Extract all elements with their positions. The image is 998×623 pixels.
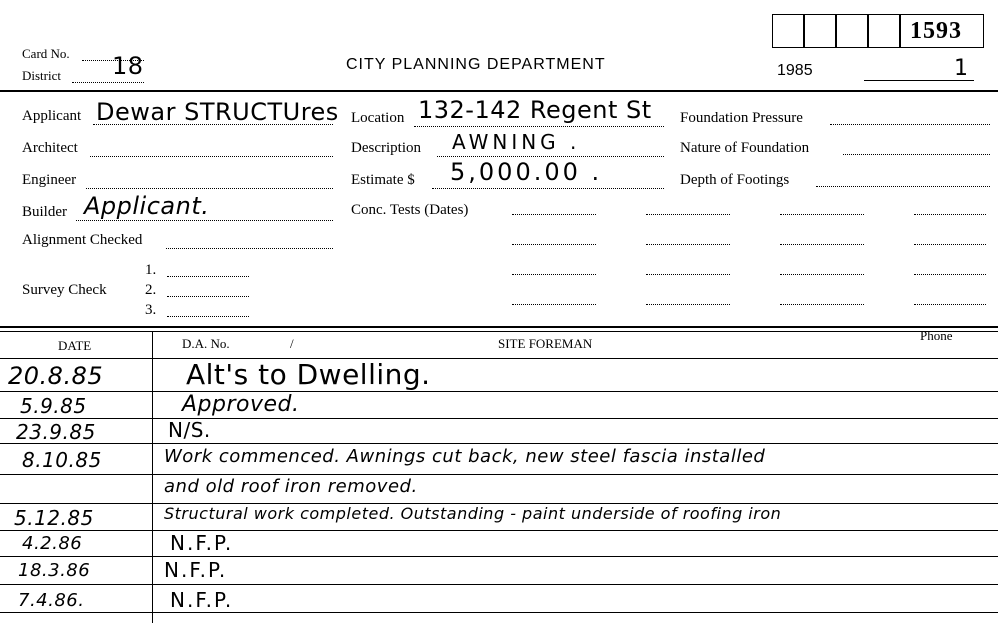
foundation-pressure-label: Foundation Pressure (680, 110, 803, 126)
da-header: D.A. No. (182, 336, 230, 351)
date-header: DATE (58, 338, 92, 353)
site-foreman-header: SITE FOREMAN (498, 336, 593, 351)
header-divider (0, 90, 998, 92)
survey-3: 3. (145, 302, 157, 318)
district-label: District (22, 68, 61, 83)
conc-tests-label: Conc. Tests (Dates) (351, 202, 469, 218)
location-value: 132-142 Regent St (418, 96, 652, 124)
row-entry: Work commenced. Awnings cut back, new steel fascia installed (164, 446, 766, 467)
row-entry: and old roof iron removed. (164, 476, 418, 497)
phone-header: Phone (920, 328, 953, 343)
row-entry: Approved. (182, 392, 300, 417)
applicant-value: Dewar STRUCTUres (96, 98, 339, 126)
table-top-rule-1 (0, 326, 998, 328)
row-date: 23.9.85 (16, 420, 96, 444)
table-top-rule-2 (0, 331, 998, 332)
department-title: CITY PLANNING DEPARTMENT (346, 56, 606, 73)
row-date: 7.4.86. (18, 590, 85, 611)
district-line (72, 82, 144, 83)
engineer-label: Engineer (22, 172, 77, 188)
row-date: 20.8.85 (8, 362, 104, 390)
year-suffix: 1 (954, 56, 969, 81)
applicant-label: Applicant (22, 108, 82, 124)
number-box-1 (772, 14, 804, 48)
builder-label: Builder (22, 204, 67, 220)
number-box-2 (804, 14, 836, 48)
row-entry: Structural work completed. Outstanding - paint underside of roofing iron (164, 504, 782, 523)
row-entry: N/S. (168, 418, 211, 442)
architect-label: Architect (22, 140, 78, 156)
card-no-label: Card No. (22, 46, 70, 61)
row-entry: N.F.P. (170, 588, 234, 612)
depth-of-footings-label: Depth of Footings (680, 172, 790, 188)
survey-1: 1. (145, 262, 157, 278)
nature-of-foundation-label: Nature of Foundation (680, 140, 810, 156)
survey-label: Survey Check (22, 282, 107, 298)
row-entry: Alt's to Dwelling. (186, 358, 431, 391)
description-label: Description (351, 140, 421, 156)
estimate-value: 5,000.00 . (450, 158, 603, 186)
number-box-3 (836, 14, 868, 48)
location-label: Location (351, 110, 405, 126)
row-date: 5.9.85 (20, 394, 87, 418)
year-line (864, 80, 974, 81)
district-value: 18 (112, 52, 144, 80)
card-number: 1593 (910, 18, 962, 44)
da-slash: / (290, 336, 294, 351)
year: 1985 (777, 62, 813, 79)
row-date: 5.12.85 (14, 506, 94, 530)
alignment-label: Alignment Checked (22, 232, 143, 248)
row-date: 4.2.86 (22, 533, 83, 554)
row-date: 8.10.85 (22, 448, 102, 472)
description-value: AWNING . (452, 130, 581, 154)
row-entry: N.F.P. (164, 558, 228, 582)
survey-2: 2. (145, 282, 157, 298)
row-date: 18.3.86 (18, 560, 91, 581)
date-column-divider (152, 331, 153, 623)
builder-value: Applicant. (84, 192, 210, 220)
number-box-4 (868, 14, 900, 48)
row-entry: N.F.P. (170, 531, 234, 555)
estimate-label: Estimate $ (351, 172, 415, 188)
